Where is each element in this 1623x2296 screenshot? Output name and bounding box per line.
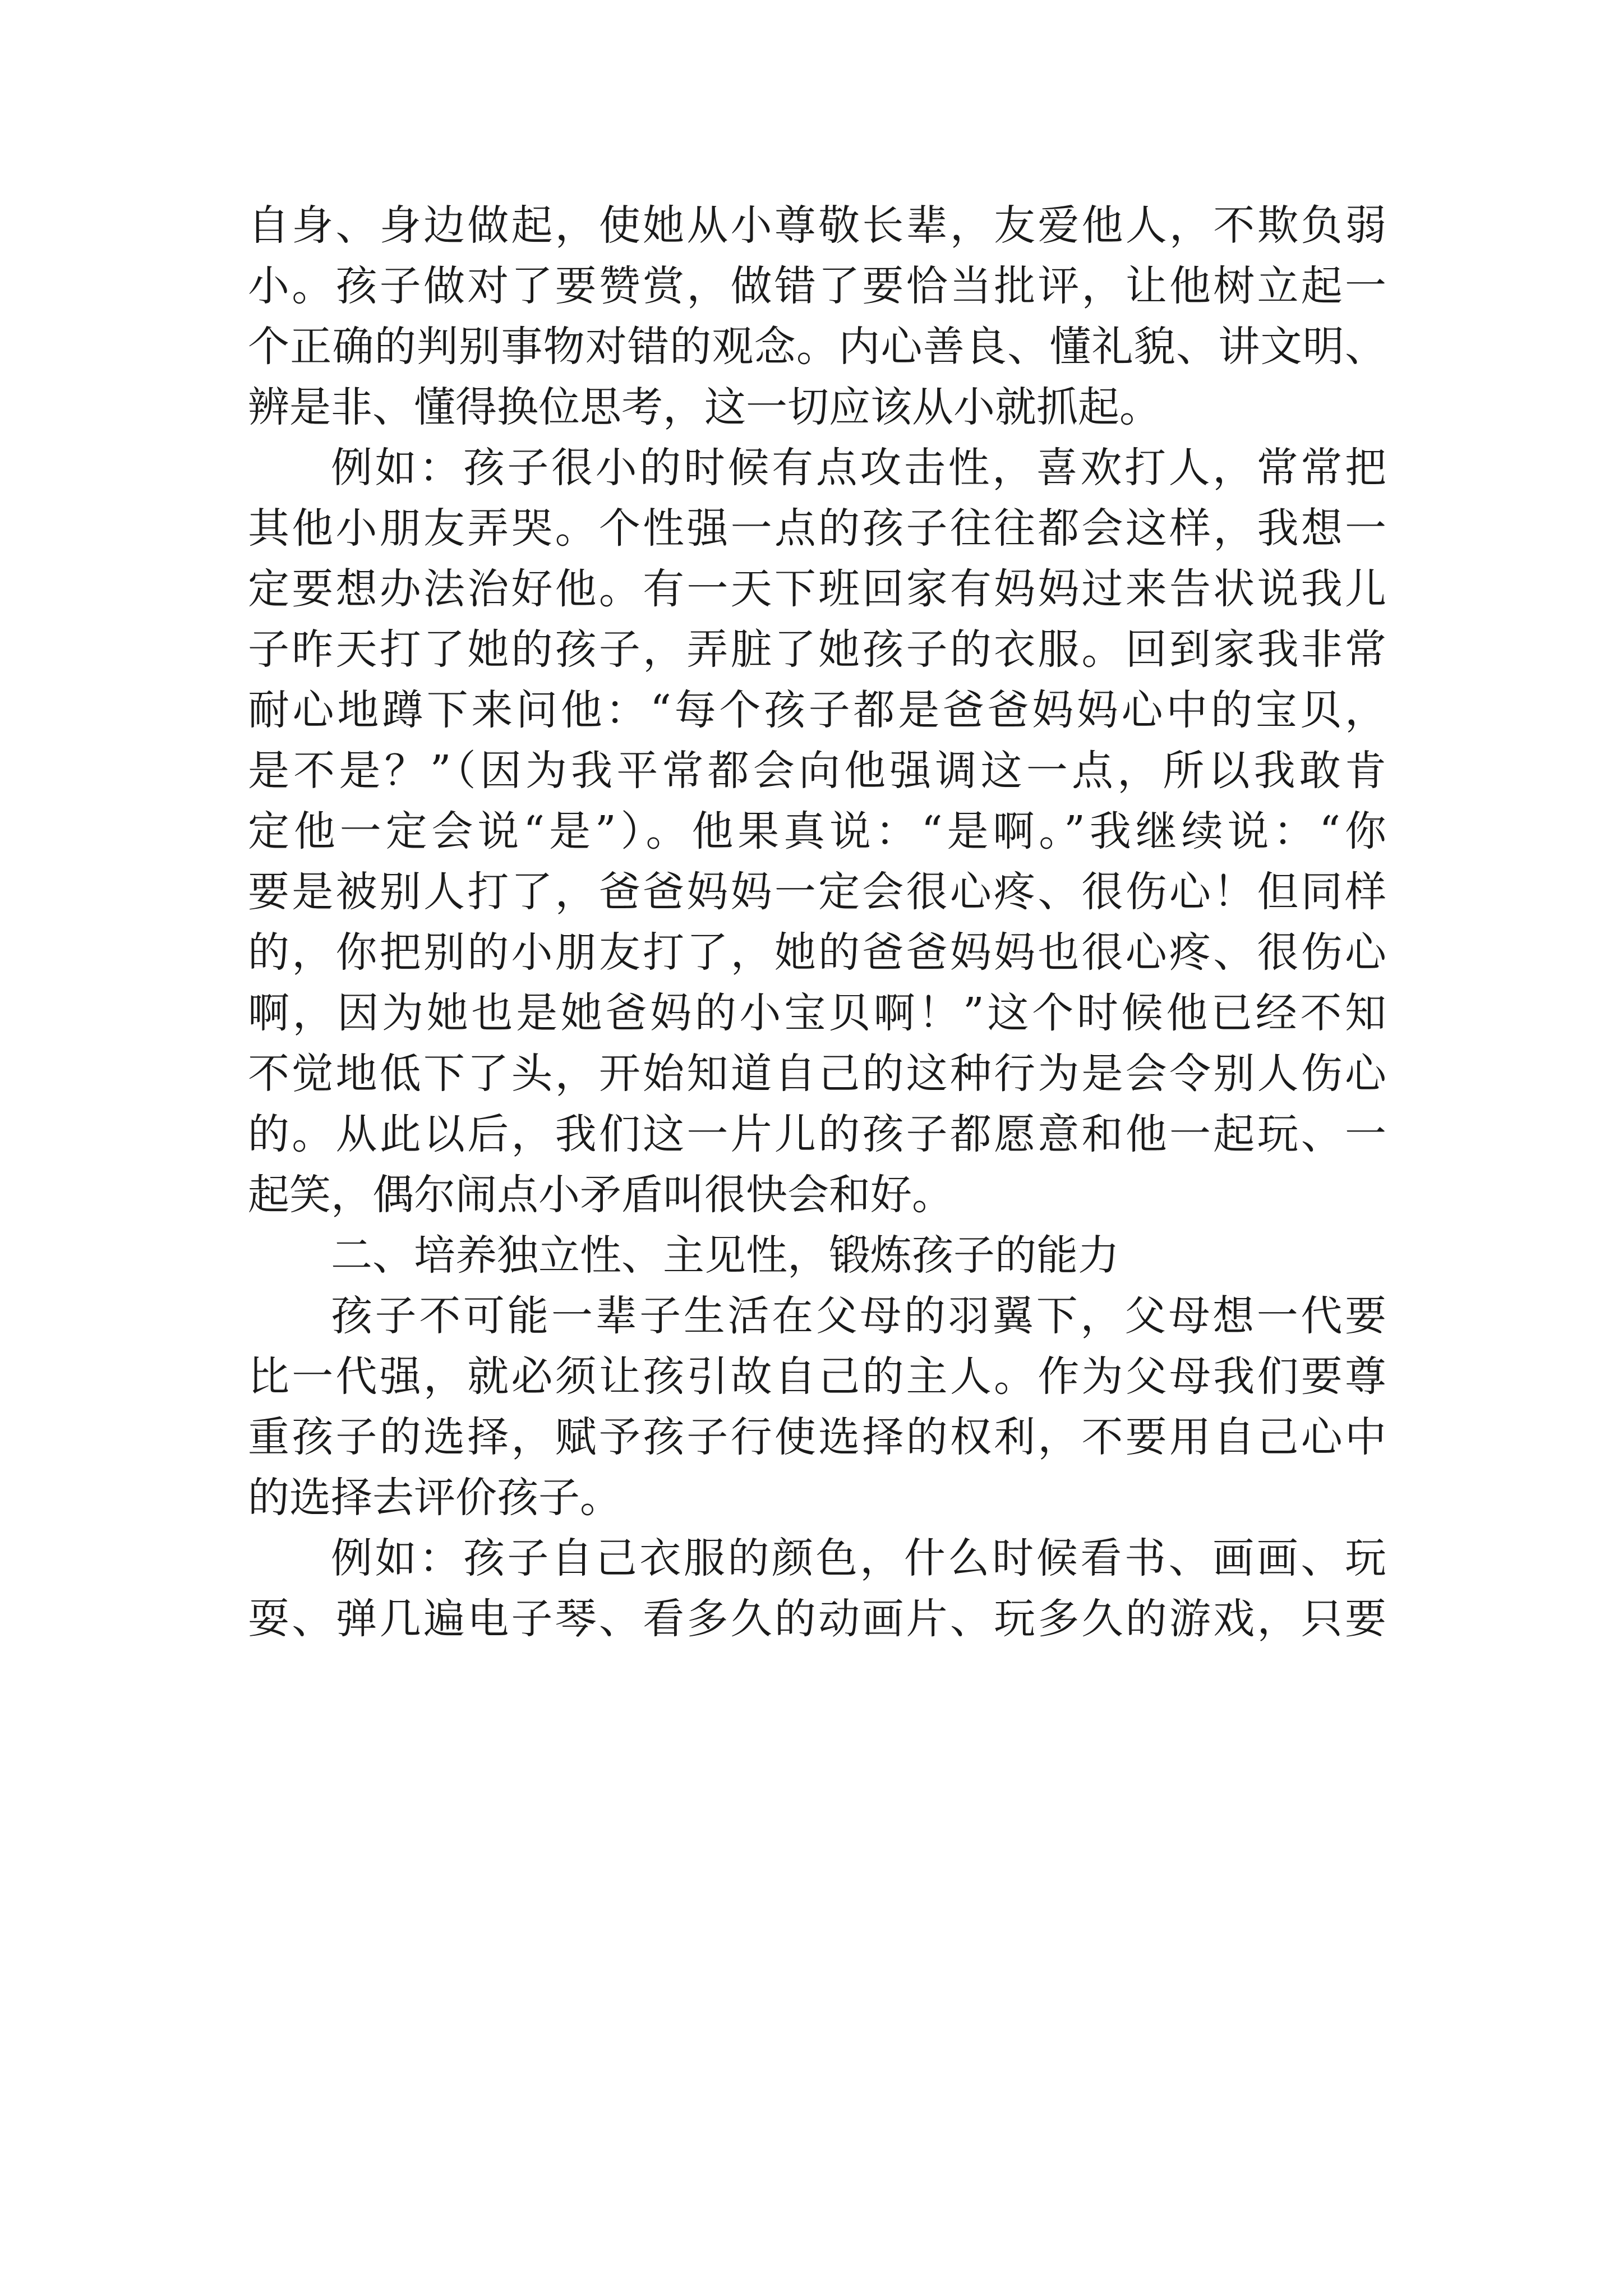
text-line: 小。孩子做对了要赞赏，做错了要恰当批评，让他树立起一 [248, 262, 1386, 310]
text-line: 孩子不可能一辈子生活在父母的羽翼下，父母想一代要 [331, 1292, 1386, 1340]
text-line: 辨是非、懂得换位思考，这一切应该从小就抓起。 [248, 383, 1161, 431]
text-line: 自身、身边做起，使她从小尊敬长辈，友爱他人，不欺负弱 [248, 201, 1386, 250]
text-line: 个正确的判别事物对错的观念。内心善良、懂礼貌、讲文明、 [248, 323, 1386, 371]
text-line: 定他一定会说“是”）。他果真说：“是啊。”我继续说：“你 [248, 807, 1386, 855]
text-line: 耐心地蹲下来问他：“每个孩子都是爸爸妈妈心中的宝贝， [248, 686, 1386, 734]
text-line: 的，你把别的小朋友打了，她的爸爸妈妈也很心疼、很伤心 [248, 928, 1386, 977]
text-line: 的。从此以后，我们这一片儿的孩子都愿意和他一起玩、一 [248, 1110, 1386, 1158]
text-line: 耍、弹几遍电子琴、看多久的动画片、玩多久的游戏，只要 [248, 1595, 1386, 1643]
text-line: 啊，因为她也是她爸妈的小宝贝啊！”这个时候他已经不知 [248, 989, 1386, 1037]
text-line: 子昨天打了她的孩子，弄脏了她孩子的衣服。回到家我非常 [248, 625, 1386, 674]
text-line: 要是被别人打了，爸爸妈妈一定会很心疼、很伤心！但同样 [248, 868, 1386, 916]
text-line: 是不是？”（因为我平常都会向他强调这一点，所以我敢肯 [248, 747, 1386, 795]
text-line: 重孩子的选择，赋予孩子行使选择的权利，不要用自己心中 [248, 1413, 1386, 1461]
text-line: 二、培养独立性、主见性，锻炼孩子的能力 [331, 1231, 1119, 1280]
text-line: 其他小朋友弄哭。个性强一点的孩子往往都会这样，我想一 [248, 504, 1386, 553]
body-text [248, 195, 1386, 1649]
text-line: 比一代强，就必须让孩引故自己的主人。作为父母我们要尊 [248, 1352, 1386, 1401]
text-line: 例如：孩子很小的时候有点攻击性，喜欢打人，常常把 [331, 444, 1386, 492]
text-line: 的选择去评价孩子。 [248, 1474, 621, 1522]
text-line: 定要想办法治好他。有一天下班回家有妈妈过来告状说我儿 [248, 565, 1386, 613]
text-line: 不觉地低下了头，开始知道自己的这种行为是会令别人伤心 [248, 1050, 1386, 1098]
text-line: 起笑，偶尔闹点小矛盾叫很快会和好。 [248, 1171, 953, 1219]
text-line: 例如：孩子自己衣服的颜色，什么时候看书、画画、玩 [331, 1534, 1386, 1582]
